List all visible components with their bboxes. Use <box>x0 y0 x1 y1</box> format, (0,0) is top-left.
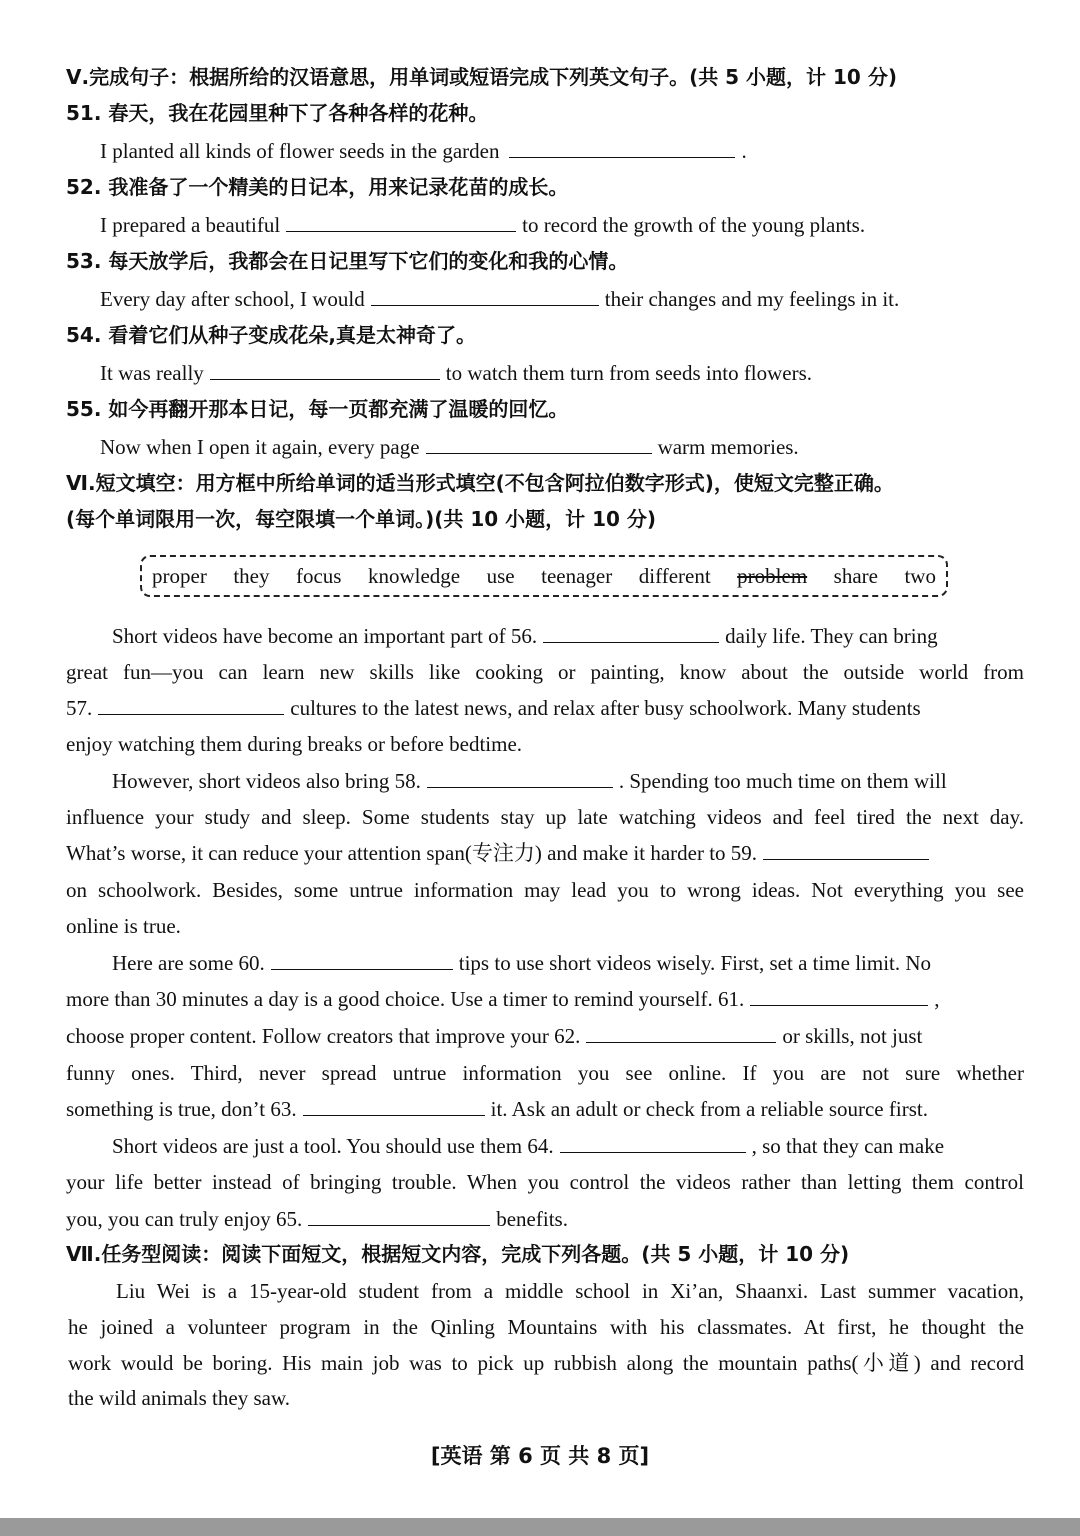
q52-text-before: I prepared a beautiful <box>100 213 281 237</box>
q54-text-after: to watch them turn from seeds into flowers. <box>445 361 813 385</box>
word-box <box>140 555 948 597</box>
page-footer: [英语 第 6 页 共 8 页] <box>430 1444 650 1468</box>
q55-chinese: 55. 如今再翻开那本日记，每一页都充满了温暖的回忆。 <box>66 397 569 421</box>
q51-blank[interactable] <box>509 137 735 158</box>
blank-61[interactable] <box>750 985 928 1006</box>
s7-line4: the wild animals they saw. <box>68 1386 291 1410</box>
blank-62[interactable] <box>586 1022 776 1043</box>
blank-56[interactable] <box>543 622 719 643</box>
p3-line1-text: Here are some 60. <box>112 951 265 975</box>
p2-line1-text-after: . Spending too much time on them will <box>618 769 947 793</box>
p3-line5-text: something is true, don’t 63. <box>66 1097 297 1121</box>
word-box-item: focus <box>295 563 342 588</box>
word-box-item-used: problem <box>737 563 808 588</box>
q54-chinese: 54. 看着它们从种子变成花朵,真是太神奇了。 <box>66 323 476 347</box>
p3-line1 <box>112 948 931 978</box>
p4-line3 <box>66 1204 568 1234</box>
p2-line2: influence your study and sleep. Some students stay up late watching videos and feel tired the next day. <box>66 805 1024 829</box>
p2-line1 <box>112 766 947 796</box>
s7-line1: Liu Wei is a 15-year-old student from a middle school in Xi’an, Shaanxi. Last summer vacation, <box>116 1279 1024 1303</box>
p1-line2: great fun—you can learn new skills like cooking or painting, know about the outside world from <box>66 660 1024 684</box>
q54-blank[interactable] <box>210 359 440 380</box>
q55-text-before: Now when I open it again, every page <box>100 435 420 459</box>
q51-english <box>100 136 747 166</box>
q55-text-after: warm memories. <box>657 435 799 459</box>
p3-line3 <box>66 1021 922 1051</box>
p3-line5-text-after: it. Ask an adult or check from a reliable source first. <box>490 1097 928 1121</box>
p3-line4: funny ones. Third, never spread untrue information you see online. If you are not sure whether <box>66 1061 1024 1085</box>
scan-edge-bar <box>0 1518 1080 1536</box>
p1-line1-text: Short videos have become an important part of 56. <box>112 624 538 648</box>
p3-line2-text-after: , <box>934 987 940 1011</box>
word-box-item: teenager <box>541 563 613 588</box>
p1-line3-text: cultures to the latest news, and relax after busy schoolwork. Many students <box>290 696 921 720</box>
p3-line2-text: more than 30 minutes a day is a good choice. Use a timer to remind yourself. 61. <box>66 987 745 1011</box>
q54-text-before: It was really <box>100 361 204 385</box>
section7-heading: Ⅶ.任务型阅读：阅读下面短文，根据短文内容，完成下列各题。(共 5 小题，计 10 分) <box>66 1242 850 1266</box>
p1-line3 <box>66 693 921 723</box>
p1-line1 <box>112 621 938 651</box>
q51-text-before: I planted all kinds of flower seeds in the garden <box>100 139 500 163</box>
p2-line3-text: What’s worse, it can reduce your attention span(专注力) and make it harder to 59. <box>66 841 758 865</box>
s7-line2: he joined a volunteer program in the Qinling Mountains with his classmates. At first, he thought the <box>68 1315 1024 1339</box>
section6-heading-line1: Ⅵ.短文填空：用方框中所给单词的适当形式填空(不包含阿拉伯数字形式)，使短文完整正确。 <box>66 471 894 495</box>
section6-heading-line2: (每个单词限用一次，每空限填一个单词。)(共 10 小题，计 10 分) <box>66 507 657 531</box>
q54-english <box>100 358 812 388</box>
s7-line3: work would be boring. His main job was to pick up rubbish along the mountain paths(小道) and record <box>68 1351 1024 1375</box>
q51-chinese: 51. 春天，我在花园里种下了各种各样的花种。 <box>66 101 489 125</box>
q53-chinese: 53. 每天放学后，我都会在日记里写下它们的变化和我的心情。 <box>66 249 629 273</box>
word-box-item: different <box>638 563 711 588</box>
blank-59[interactable] <box>763 839 929 860</box>
blank-65[interactable] <box>308 1205 490 1226</box>
blank-64[interactable] <box>560 1132 746 1153</box>
q51-text-after: . <box>741 139 747 163</box>
p1-line4: enjoy watching them during breaks or before bedtime. <box>66 732 523 756</box>
p2-line3 <box>66 838 935 868</box>
q52-blank[interactable] <box>286 211 516 232</box>
p2-line1-text: However, short videos also bring 58. <box>112 769 421 793</box>
p3-line2 <box>66 984 940 1014</box>
word-box-item: proper <box>152 563 207 588</box>
p2-line5: online is true. <box>66 914 181 938</box>
blank-57[interactable] <box>98 694 284 715</box>
section5-heading: Ⅴ.完成句子：根据所给的汉语意思，用单词或短语完成下列英文句子。(共 5 小题，计 10 分) <box>66 65 897 89</box>
q53-text-after: their changes and my feelings in it. <box>604 287 900 311</box>
p4-line3-text: you, you can truly enjoy 65. <box>66 1207 303 1231</box>
p3-line5 <box>66 1094 928 1124</box>
p2-line4: on schoolwork. Besides, some untrue information may lead you to wrong ideas. Not everything you see <box>66 878 1024 902</box>
q55-english <box>100 432 799 462</box>
p3-line3-text-after: or skills, not just <box>782 1024 923 1048</box>
p1-line1-text-after: daily life. They can bring <box>725 624 938 648</box>
q52-text-after: to record the growth of the young plants. <box>522 213 866 237</box>
word-box-item: they <box>233 563 270 588</box>
q53-blank[interactable] <box>371 285 599 306</box>
blank-63[interactable] <box>303 1095 485 1116</box>
p4-line1-text: Short videos are just a tool. You should use them 64. <box>112 1134 554 1158</box>
q52-chinese: 52. 我准备了一个精美的日记本，用来记录花苗的成长。 <box>66 175 569 199</box>
p4-line1-text-after: , so that they can make <box>751 1134 945 1158</box>
word-box-item: share <box>833 563 878 588</box>
p3-line3-text: choose proper content. Follow creators that improve your 62. <box>66 1024 581 1048</box>
q55-blank[interactable] <box>426 433 652 454</box>
blank-58[interactable] <box>427 767 613 788</box>
word-box-item: use <box>486 563 515 588</box>
p3-line1-text-after: tips to use short videos wisely. First, set a time limit. No <box>458 951 932 975</box>
q53-english <box>100 284 899 314</box>
p4-line1 <box>112 1131 944 1161</box>
word-box-item: two <box>904 563 936 588</box>
q53-text-before: Every day after school, I would <box>100 287 365 311</box>
word-box-item: knowledge <box>367 563 461 588</box>
q52-english <box>100 210 865 240</box>
blank-60[interactable] <box>271 949 453 970</box>
p4-line3-text-after: benefits. <box>496 1207 568 1231</box>
p4-line2: your life better instead of bringing trouble. When you control the videos rather than letting them control <box>66 1170 1024 1194</box>
p1-line3-number: 57. <box>66 696 93 720</box>
